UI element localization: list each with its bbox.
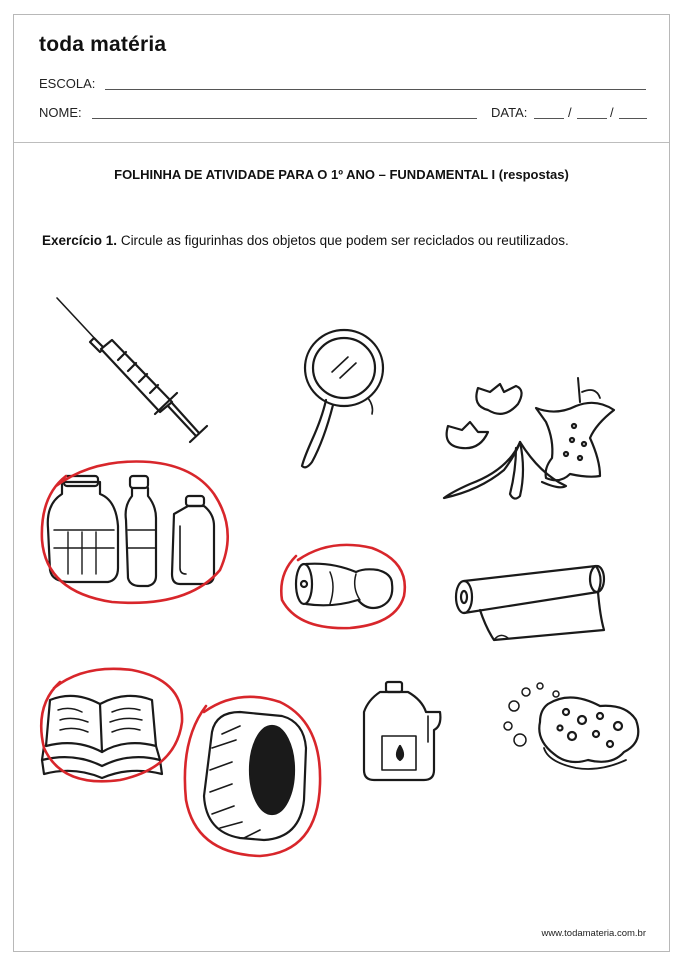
date-separator: / — [568, 105, 572, 120]
syringe-icon[interactable] — [57, 298, 207, 442]
plastic-bottles-icon[interactable] — [48, 476, 214, 586]
crushed-can-icon[interactable] — [296, 564, 392, 608]
exercise-number: Exercício 1. — [42, 233, 118, 248]
school-label: ESCOLA: — [39, 76, 96, 91]
brand-logo: toda matéria — [39, 33, 167, 56]
name-label: NOME: — [39, 105, 82, 120]
answer-circle — [281, 545, 405, 628]
food-scraps-icon[interactable] — [444, 378, 614, 499]
worksheet-title: FOLHINHA DE ATIVIDADE PARA O 1º ANO – FUNDAMENTAL I (respostas) — [114, 167, 569, 182]
detergent-bottle-icon[interactable] — [364, 682, 440, 780]
tire-icon[interactable] — [204, 712, 306, 840]
mirror-icon[interactable] — [302, 330, 383, 467]
date-separator: / — [610, 105, 614, 120]
footer-url: www.todamateria.com.br — [541, 928, 646, 939]
sponge-icon[interactable] — [504, 683, 638, 769]
plastic-wrap-icon[interactable] — [456, 566, 604, 640]
exercise-text: Circule as figurinhas dos objetos que podem ser reciclados ou reutilizados. — [117, 233, 569, 248]
date-label: DATA: — [491, 105, 528, 120]
books-icon[interactable] — [42, 696, 162, 778]
